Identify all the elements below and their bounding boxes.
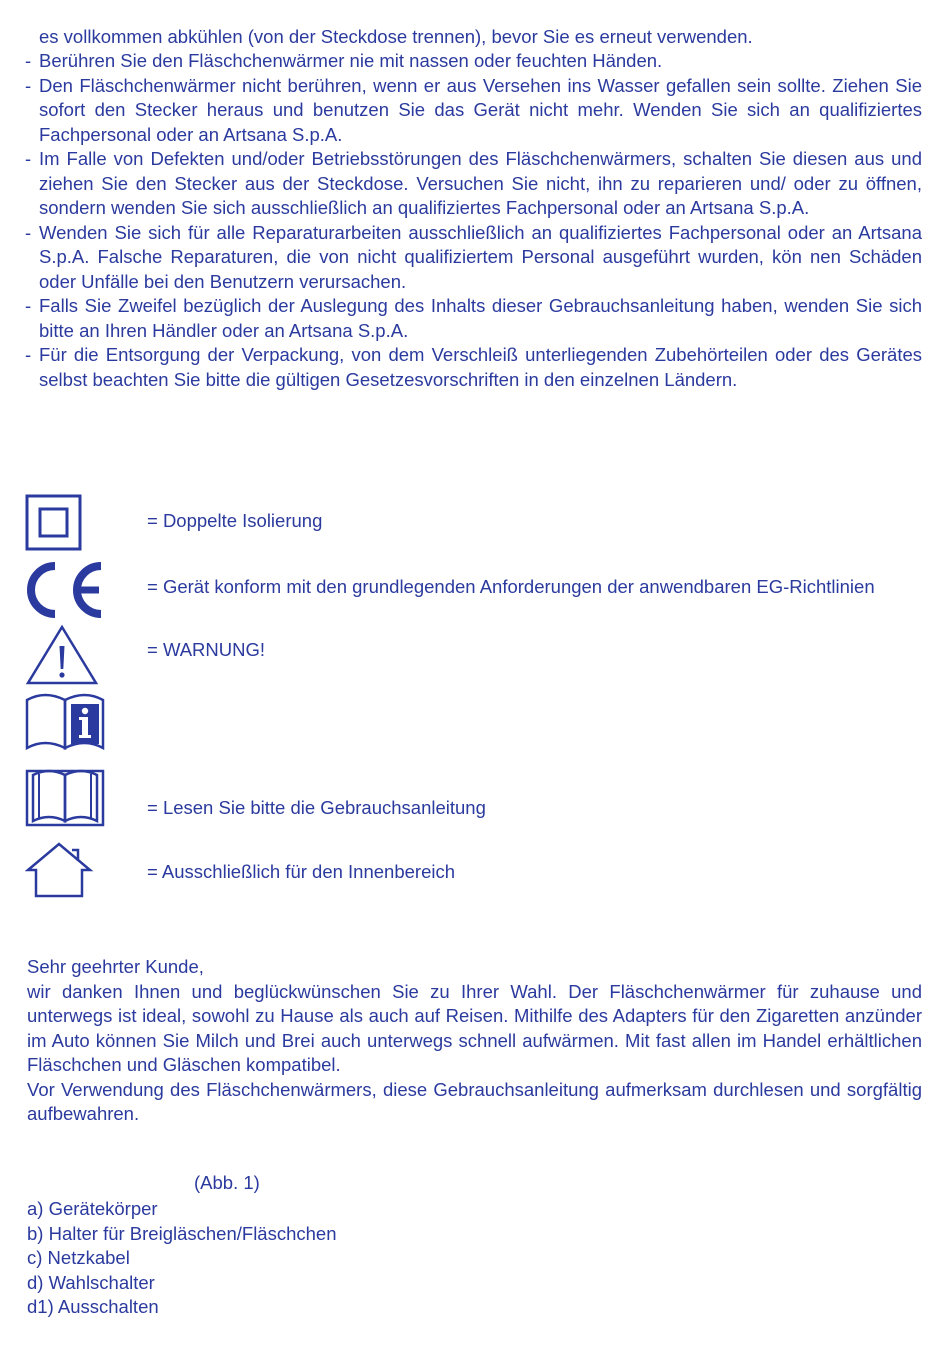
intro-line: es vollkommen abkühlen (von der Steckdose trennen), bevor Sie es erneut verwenden. — [39, 26, 753, 47]
salutation: Sehr geehrter Kunde, — [27, 956, 204, 977]
list-item: a) Gerätekörper — [27, 1198, 158, 1219]
warning-text: Im Falle von Defekten und/oder Betriebsstörungen des Fläschchenwärmers, schalten Sie diesen aus und ziehen Sie den Stecker aus der Steckdose. Versuchen Sie nicht, ihn zu reparieren und/ oder zu öffnen, sondern wenden Sie sich ausschließlich an qualifiziertes Fachpersonal oder an Artsana S.p.A. — [39, 148, 922, 218]
house-icon — [25, 840, 95, 900]
symbol-row-ce-mark — [25, 560, 925, 620]
list-item: b) Halter für Breigläschen/Fläschchen — [27, 1222, 337, 1244]
list-item: - Im Falle von Defekten und/oder Betriebsstörungen des Fläschchenwärmers, schalten Sie diesen aus und ziehen Sie den Stecker aus der Steckdose. Versuchen Sie nicht, ihn zu reparieren und/ oder zu öffnen, sondern wenden Sie sich ausschließlich an qualifiziertes Fachpersonal oder an Artsana S.p.A. — [25, 148, 922, 218]
warning-text: Den Fläschchenwärmer nicht berühren, wenn er aus Versehen ins Wasser gefallen sein sollte. Ziehen Sie sofort den Stecker heraus und benutzen Sie das Gerät nicht mehr. Wenden Sie sich an qualifiziertes Fachpersonal oder an Artsana S.p.A. — [39, 74, 922, 145]
warning-text: Für die Entsorgung der Verpackung, von dem Verschleiß unterliegenden Zubehörteilen oder des Gerätes selbst beachten Sie bitte die gültigen Gesetzesvorschriften in den einzelnen Ländern. — [39, 344, 922, 390]
symbol-row-warning — [25, 624, 925, 684]
warning-triangle-icon — [25, 624, 99, 686]
symbol-row-info-book — [25, 690, 925, 750]
list-item: d1) Ausschalten — [27, 1296, 159, 1317]
symbol-label: = WARNUNG! — [147, 639, 266, 660]
warning-text: Wenden Sie sich für alle Reparaturarbeiten ausschließlich an qualifiziertes Fachpersonal oder an Artsana S.p.A. Falsche Reparaturen, die von nicht qualifiziertem Personal ausgeführt wurden, kön nen Schäden oder Unfälle bei den Benutzern verursachen. — [39, 221, 922, 292]
symbol-label: = Doppelte Isolierung — [147, 510, 323, 531]
warning-list — [25, 49, 922, 392]
list-item: - Wenden Sie sich für alle Reparaturarbeiten ausschließlich an qualifiziertes Fachpersonal oder an Artsana S.p.A. Falsche Reparaturen, die von nicht qualifiziertem Personal ausgeführt wurden, kön nen Schäden oder Unfälle bei den Benutzern verursachen. — [25, 221, 922, 292]
usage-advice: Vor Verwendung des Fläschchenwärmers, diese Gebrauchsanleitung aufmerksam durchlesen und sorgfältig aufbewahren. — [27, 1078, 922, 1124]
symbol-label: = Ausschließlich für den Innenbereich — [147, 861, 456, 882]
parts-list — [27, 1197, 337, 1320]
symbol-row-double-insulation — [25, 494, 925, 554]
list-item: - Den Fläschchenwärmer nicht berühren, wenn er aus Versehen ins Wasser gefallen sein sollte. Ziehen Sie sofort den Stecker heraus und benutzen Sie das Gerät nicht mehr. Wenden Sie sich an qualifiziertes Fachpersonal oder an Artsana S.p.A. — [25, 74, 922, 145]
list-item: d) Wahlschalter — [27, 1271, 155, 1293]
list-item: - Für die Entsorgung der Verpackung, von dem Verschleiß unterliegenden Zubehörteilen oder des Gerätes selbst beachten Sie bitte die gültigen Gesetzesvorschriften in den einzelnen Ländern. — [25, 344, 922, 390]
greeting-body: wir danken Ihnen und beglückwünschen Sie zu Ihrer Wahl. Der Fläschchenwärmer für zuhause und unterwegs ist ideal, sowohl zu Hause als auch auf Reisen. Mithilfe des Adapters für den Zigaretten anzünder im Auto können Sie Milch und Brei auch unterwegs schnell aufwärmen. Mit fast allen im Handel erhältlichen Fläschchen und Gläschen kompatibel. — [27, 980, 922, 1075]
double-insulation-icon — [25, 494, 85, 552]
figure-caption: (Abb. 1) — [194, 1172, 260, 1193]
open-book-icon — [25, 765, 107, 827]
list-item: c) Netzkabel — [27, 1247, 130, 1268]
symbol-label: = Lesen Sie bitte die Gebrauchsanleitung — [147, 797, 486, 818]
warning-text: Berühren Sie den Fläschchenwärmer nie mit nassen oder feuchten Händen. — [39, 50, 663, 71]
greeting-section — [27, 955, 922, 1127]
ce-mark-icon — [25, 560, 105, 620]
symbol-row-indoor-only — [25, 840, 925, 900]
list-item: - Berühren Sie den Fläschchenwärmer nie mit nassen oder feuchten Händen. — [25, 50, 663, 71]
info-book-icon — [25, 690, 107, 750]
warning-text: Falls Sie Zweifel bezüglich der Auslegung des Inhalts dieser Gebrauchsanleitung haben, wenden Sie sich bitte an Ihren Händler oder an Artsana S.p.A. — [39, 295, 922, 341]
symbol-row-read-manual — [25, 765, 925, 825]
symbol-label: = Gerät konform mit den grundlegenden Anforderungen der anwendbaren EG-Richtlinien — [147, 576, 875, 597]
list-item: - Falls Sie Zweifel bezüglich der Auslegung des Inhalts dieser Gebrauchsanleitung haben, wenden Sie sich bitte an Ihren Händler oder an Artsana S.p.A. — [25, 295, 922, 341]
